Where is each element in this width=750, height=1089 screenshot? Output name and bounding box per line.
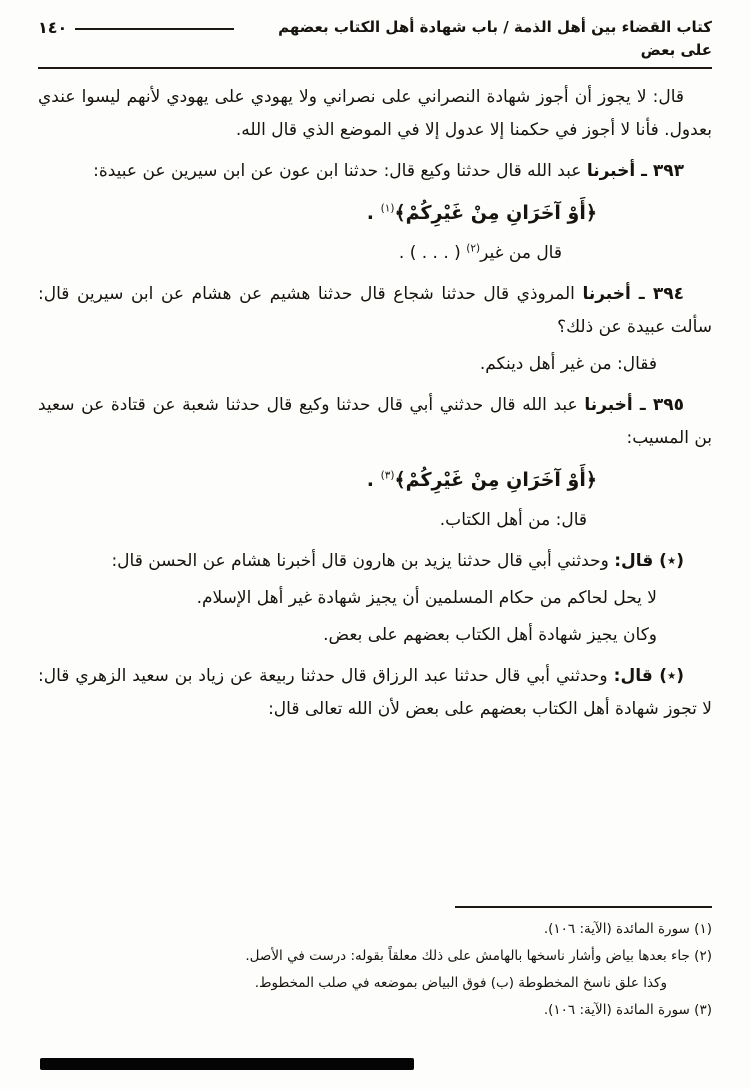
hadith-394 <box>38 278 712 344</box>
quran-quote-1-period: . <box>366 202 381 224</box>
hadith-393-text: عبد الله قال حدثنا وكيع قال: حدثنا ابن عون عن ابن سيرين عن عبيدة: <box>93 161 582 181</box>
page-number: ١٤٠ <box>38 18 68 37</box>
footnote-3-marker: (٣) <box>694 1002 712 1018</box>
hadith-394-text: المروذي قال حدثنا شجاع قال حدثنا هشيم عن هشام عن ابن سيرين قال: سألت عبيدة عن ذلك؟ <box>38 284 712 337</box>
running-head-title: كتاب القضاء بين أهل الذمة / باب شهادة أهل الكتاب بعضهم على بعض <box>278 18 712 59</box>
report-star-1-line-2: وكان يجيز شهادة أهل الكتاب بعضهم على بعض. <box>323 625 657 645</box>
footnote-2-continuation: وكذا علق ناسخ المخطوطة (ب) فوق البياض بموضعه في صلب المخطوط. <box>254 975 667 991</box>
quran-quote-2 <box>38 459 597 501</box>
footnote-2 <box>38 943 712 997</box>
footnote-ref-2: (٢) <box>466 242 481 255</box>
footnote-3 <box>38 997 712 1024</box>
hadith-393 <box>38 155 712 188</box>
hadith-395-text: عبد الله قال حدثني أبي قال حدثنا وكيع قال حدثنا شعبة عن قتادة عن سعيد بن المسيب: <box>38 395 712 448</box>
scan-artifact-bar <box>40 1058 414 1070</box>
page-header <box>0 0 750 62</box>
report-star-1 <box>38 545 712 578</box>
footnote-1-marker: (١) <box>694 921 712 937</box>
report-star-1-label: (٭) قال: <box>614 551 684 571</box>
footnote-2-marker: (٢) <box>694 948 712 964</box>
gloss-2: قال: من أهل الكتاب. <box>439 510 587 530</box>
hadith-395 <box>38 389 712 455</box>
footnote-3-text: سورة المائدة (الآية: ١٠٦). <box>543 1002 690 1018</box>
gloss-1 <box>38 237 562 270</box>
quran-quote-1-text: ﴿أَوْ آخَرَانِ مِنْ غَيْرِكُمْ﴾ <box>394 202 597 224</box>
paragraph-intro-text: قال: لا يجوز أن أجوز شهادة النصراني على نصراني ولا يهودي على يهودي لأنهم ليسوا عندي بعدول. فأنا لا أجوز في حكمنا إلا عدول إلا في الموضع الذي قال الله. <box>38 87 712 140</box>
hadith-395-number: ٣٩٥ ـ أخبرنا <box>584 395 684 415</box>
footnote-ref-3: (٣) <box>380 469 395 482</box>
page-body <box>0 69 750 911</box>
report-star-1-text: وحدثني أبي قال حدثنا يزيد بن هارون قال أخبرنا هشام عن الحسن قال: <box>111 551 609 571</box>
footnote-separator-line <box>455 906 712 908</box>
footnote-2-text: جاء بعدها بياض وأشار ناسخها بالهامش على ذلك معلقاً بقوله: درست في الأصل. <box>245 948 690 964</box>
footnote-1-text: سورة المائدة (الآية: ١٠٦). <box>543 921 690 937</box>
hadith-393-number: ٣٩٣ ـ أخبرنا <box>586 161 684 181</box>
quran-quote-2-period: . <box>366 469 381 491</box>
quran-quote-1 <box>38 192 597 234</box>
gloss-1-lacuna: ( . . . ) . <box>398 243 467 263</box>
report-star-2 <box>38 660 712 726</box>
footnote-1 <box>38 916 712 943</box>
report-star-1-line-1: لا يحل لحاكم من حكام المسلمين أن يجيز شهادة غير أهل الإسلام. <box>196 588 657 608</box>
hadith-394-answer: فقال: من غير أهل دينكم. <box>479 354 657 374</box>
footnotes-section <box>38 906 712 1024</box>
quran-quote-2-text: ﴿أَوْ آخَرَانِ مِنْ غَيْرِكُمْ﴾ <box>394 469 597 491</box>
paragraph-intro <box>38 81 712 147</box>
hadith-394-number: ٣٩٤ ـ أخبرنا <box>582 284 684 304</box>
footnote-ref-1: (١) <box>380 202 395 215</box>
gloss-1-text: قال من غير <box>480 243 562 263</box>
header-rule-line <box>75 16 234 30</box>
report-star-2-text: وحدثني أبي قال حدثنا عبد الرزاق قال حدثنا ربيعة عن زياد بن سعيد الزهري قال: لا تجوز شهادة أهل الكتاب بعضهم على بعض لأن الله تعالى قال: <box>38 666 712 719</box>
report-star-2-label: (٭) قال: <box>613 666 685 686</box>
